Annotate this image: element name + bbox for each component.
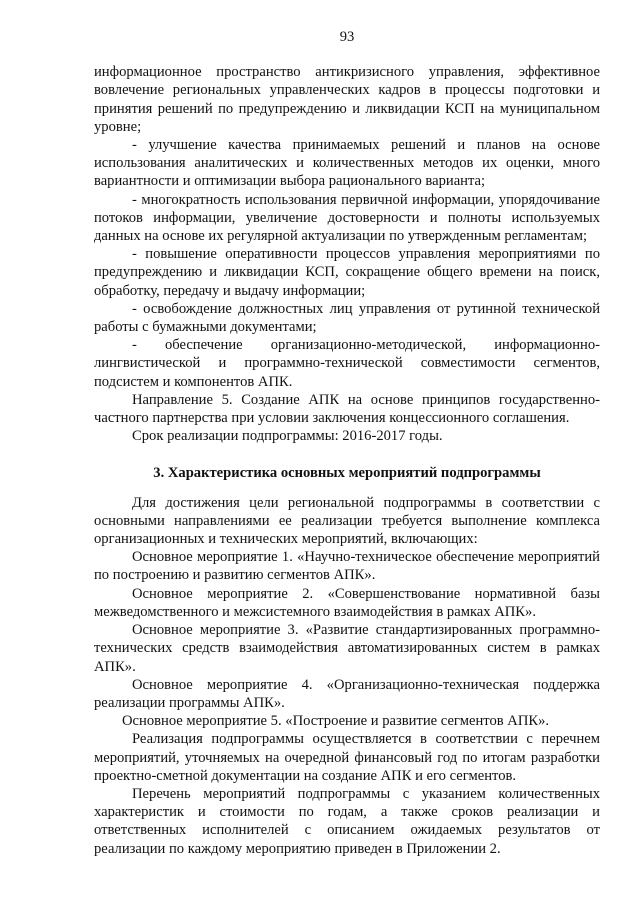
paragraph: Для достижения цели региональной подпрограммы в соответствии с основными направлениями ее реализации требуется выполнение комплекса организационных и технических мероприятий, включающих: bbox=[94, 494, 600, 548]
bullet-paragraph: - повышение оперативности процессов управления мероприятиями по предупреждению и ликвидации КСП, сокращение общего времени на поиск, обработку, передачу и выдачу информации; bbox=[94, 246, 600, 299]
bullet-paragraph: - освобождение должностных лиц управления от рутинной технической работы с бумажными документами; bbox=[94, 300, 600, 336]
paragraph: Направление 5. Создание АПК на основе принципов государственно-частного партнерства при условии заключения концессионного соглашения. bbox=[94, 391, 600, 427]
paragraph: информационное пространство антикризисного управления, эффективное вовлечение региональных управленческих кадров в процессы подготовки и принятия решений по предупреждению и ликвидации КСП на муниципальном уровне; bbox=[94, 64, 600, 135]
bullet-paragraph: - обеспечение организационно-методической, информационно-лингвистической и программно-технической совместимости сегментов, подсистем и компонентов АПК. bbox=[94, 337, 600, 390]
body-text-before bbox=[94, 63, 600, 445]
paragraph: Реализация подпрограммы осуществляется в соответствии с перечнем мероприятий, уточняемых на очередной финансовый год по итогам разработки проектно-сметной документации на создание АПК и его сегментов. bbox=[94, 731, 600, 784]
activity-paragraph: Основное мероприятие 5. «Построение и развитие сегментов АПК». bbox=[122, 713, 550, 730]
bullet-paragraph: - многократность использования первичной информации, упорядочивание потоков информации, увеличение достоверности и полноты используемых данных на основе их регулярной актуализации по утвержденным регламентам; bbox=[94, 191, 600, 245]
page-number: 93 bbox=[339, 29, 355, 45]
body-text-after bbox=[94, 494, 600, 858]
bullet-paragraph: - улучшение качества принимаемых решений и планов на основе использования аналитических и количественных методов их оценки, много вариантности и оптимизации выбора рационального варианта; bbox=[94, 137, 600, 190]
activity-paragraph: Основное мероприятие 3. «Развитие стандартизированных программно-технических средств взаимодействия автоматизированных систем в рамках АПК». bbox=[94, 622, 600, 675]
activity-paragraph: Основное мероприятие 2. «Совершенствование нормативной базы межведомственного и межсистемного взаимодействия в рамках АПК». bbox=[94, 585, 600, 620]
paragraph: Перечень мероприятий подпрограммы с указанием количественных характеристик и стоимости по годам, а также сроков реализации и ответственных исполнителей с описанием ожидаемых результатов от реализации по каждому мероприятию приведен в Приложении 2. bbox=[94, 785, 600, 857]
paragraph: Срок реализации подпрограммы: 2016-2017 годы. bbox=[132, 428, 443, 445]
activity-paragraph: Основное мероприятие 1. «Научно-техническое обеспечение мероприятий по построению и развитию сегментов АПК». bbox=[94, 549, 600, 584]
section-title: 3. Характеристика основных мероприятий подпрограммы bbox=[153, 465, 541, 482]
activity-paragraph: Основное мероприятие 4. «Организационно-техническая поддержка реализации программы АПК». bbox=[94, 676, 600, 711]
